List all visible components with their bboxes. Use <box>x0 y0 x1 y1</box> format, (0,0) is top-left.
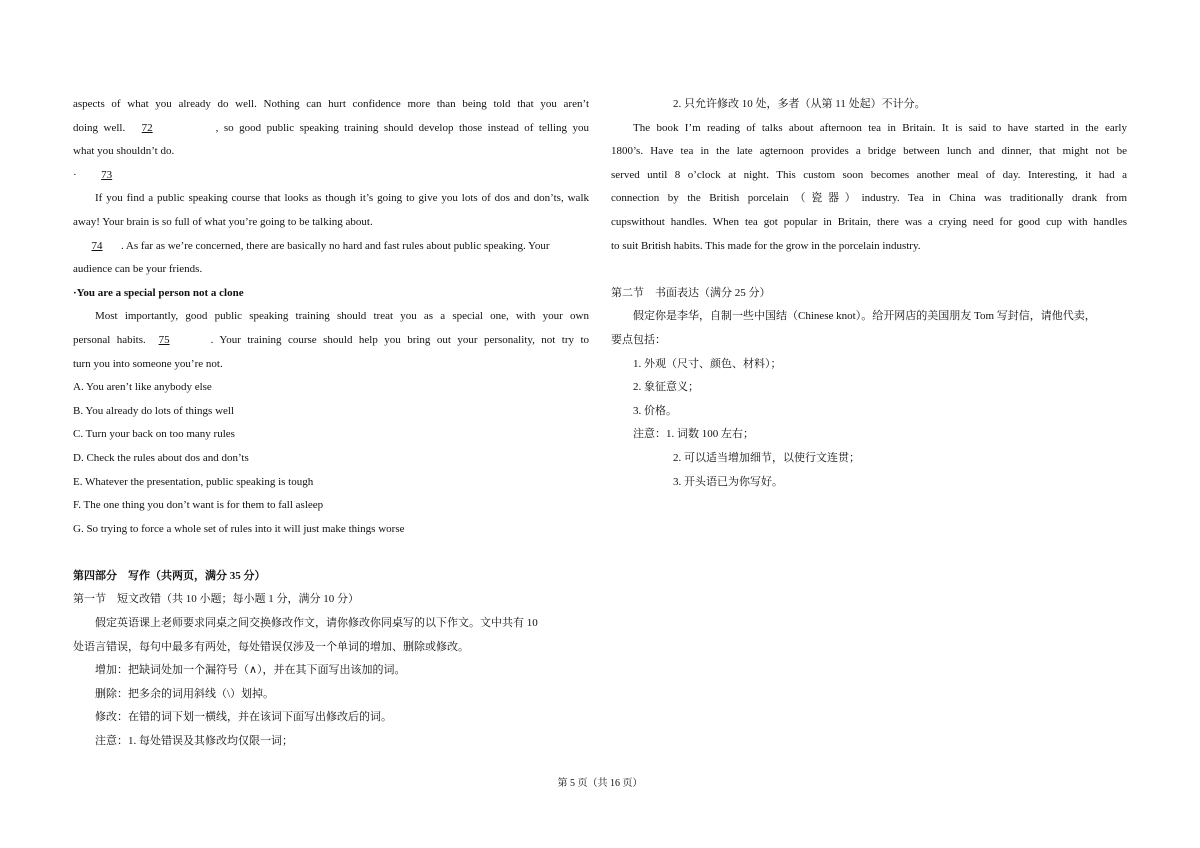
right-column <box>611 93 1127 494</box>
note-line: 3. 开头语已为你写好。 <box>673 475 783 488</box>
section1-title: 第一节 短文改错（共 10 小题；每小题 1 分，满分 10 分） <box>73 593 359 606</box>
text-line: turn you into someone you’re not. <box>73 357 223 370</box>
text-line <box>73 235 589 259</box>
text-line: what you shouldn’t do. <box>73 145 175 158</box>
section2-title: 第二节 书面表达（满分 25 分） <box>611 286 771 299</box>
option-e: E. Whatever the presentation, public speaking is tough <box>73 475 314 488</box>
note-line: 注意：1. 每处错误及其修改均仅限一词； <box>95 735 293 748</box>
passage-line: The book I’m reading of talks about afternoon tea in Britain. It is said to have started in the early <box>633 121 1127 134</box>
blank-72: 72 <box>141 121 153 134</box>
note-line: 2. 可以适当增加细节，以使行文连贯； <box>673 451 860 464</box>
option-g: G. So trying to force a whole set of rules into it will just make things worse <box>73 522 405 535</box>
option-b: B. You already do lots of things well <box>73 404 235 417</box>
instruction-line: 假定英语课上老师要求同桌之间交换修改作文，请你修改你同桌写的以下作文。文中共有 10 <box>95 617 538 630</box>
text-line <box>73 164 589 188</box>
text-line: Most importantly, good public speaking training should treat you as a special one, with your own <box>95 310 589 323</box>
text-segment: personal habits. <box>73 333 146 346</box>
instruction-delete: 删除：把多余的词用斜线（\）划掉。 <box>95 687 275 700</box>
passage-line: cupswithout handles. When tea got popular in Britain, there was a crying need for good cup with handles <box>611 215 1127 228</box>
text-line: audience can be your friends. <box>73 263 203 276</box>
passage-line: to suit British habits. This made for the grow in the porcelain industry. <box>611 239 921 252</box>
blank-75: 75 <box>158 333 170 346</box>
text-line: aspects of what you already do well. Nothing can hurt confidence more than being told that you aren’t <box>73 98 589 110</box>
point-2: 2. 象征意义； <box>633 381 699 394</box>
passage-line: served until 8 o’clock at night. This custom soon becomes another meal of day. Interesting, it had a <box>611 168 1127 181</box>
task-line: 要点包括： <box>611 333 666 346</box>
blank-73: 73 <box>101 168 113 181</box>
instruction-line: 处语言错误，每句中最多有两处，每处错误仅涉及一个单词的增加、删除或修改。 <box>73 640 469 653</box>
option-c: C. Turn your back on too many rules <box>73 428 235 441</box>
left-column <box>73 93 589 754</box>
text-line <box>73 117 589 141</box>
bullet: · <box>73 168 77 181</box>
task-line: 假定你是李华，自制一些中国结（Chinese knot）。给开网店的美国朋友 Tom 写封信，请他代卖， <box>633 310 1096 323</box>
page-number: 第 5 页（共 16 页） <box>557 778 643 789</box>
text-line <box>73 329 589 353</box>
text-line: If you find a public speaking course that looks as though it’s going to give you lots of dos and don’ts, walk <box>95 192 589 205</box>
text-segment: . As far as we’re concerned, there are basically no hard and fast rules about public speaking. Your <box>121 239 550 252</box>
option-a: A. You aren’t like anybody else <box>73 381 212 394</box>
point-3: 3. 价格。 <box>633 404 677 417</box>
note-line: 2. 只允许修改 10 处，多者（从第 11 处起）不计分。 <box>673 98 926 110</box>
option-d: D. Check the rules about dos and don’ts <box>73 451 249 464</box>
passage-line: connection by the British porcelain（瓷器）industry. Tea in China was traditionally drank from <box>611 192 1127 205</box>
text-line: away! Your brain is so full of what you’re going to be talking about. <box>73 215 373 228</box>
text-segment: . Your training course should help you bring out your personality, not try to <box>210 333 589 346</box>
passage-line: 1800’s. Have tea in the late agternoon provides a bridge between lunch and dinner, that might not be <box>611 145 1127 158</box>
blank-74: 74 <box>91 239 103 252</box>
instruction-add: 增加：把缺词处加一个漏符号（∧），并在其下面写出该加的词。 <box>95 664 406 677</box>
instruction-modify: 修改：在错的词下划一横线，并在该词下面写出修改后的词。 <box>95 711 392 724</box>
text-segment: , so good public speaking training should develop those instead of telling you <box>215 121 590 134</box>
text-segment: doing well. <box>73 121 126 134</box>
option-f: F. The one thing you don’t want is for them to fall asleep <box>73 499 324 512</box>
note-line: 注意：1. 词数 100 左右； <box>633 428 754 441</box>
part4-title: 第四部分 写作（共两页，满分 35 分） <box>73 569 266 582</box>
section-heading: ·You are a special person not a clone <box>73 286 244 299</box>
point-1: 1. 外观（尺寸、颜色、材料）； <box>633 357 782 370</box>
